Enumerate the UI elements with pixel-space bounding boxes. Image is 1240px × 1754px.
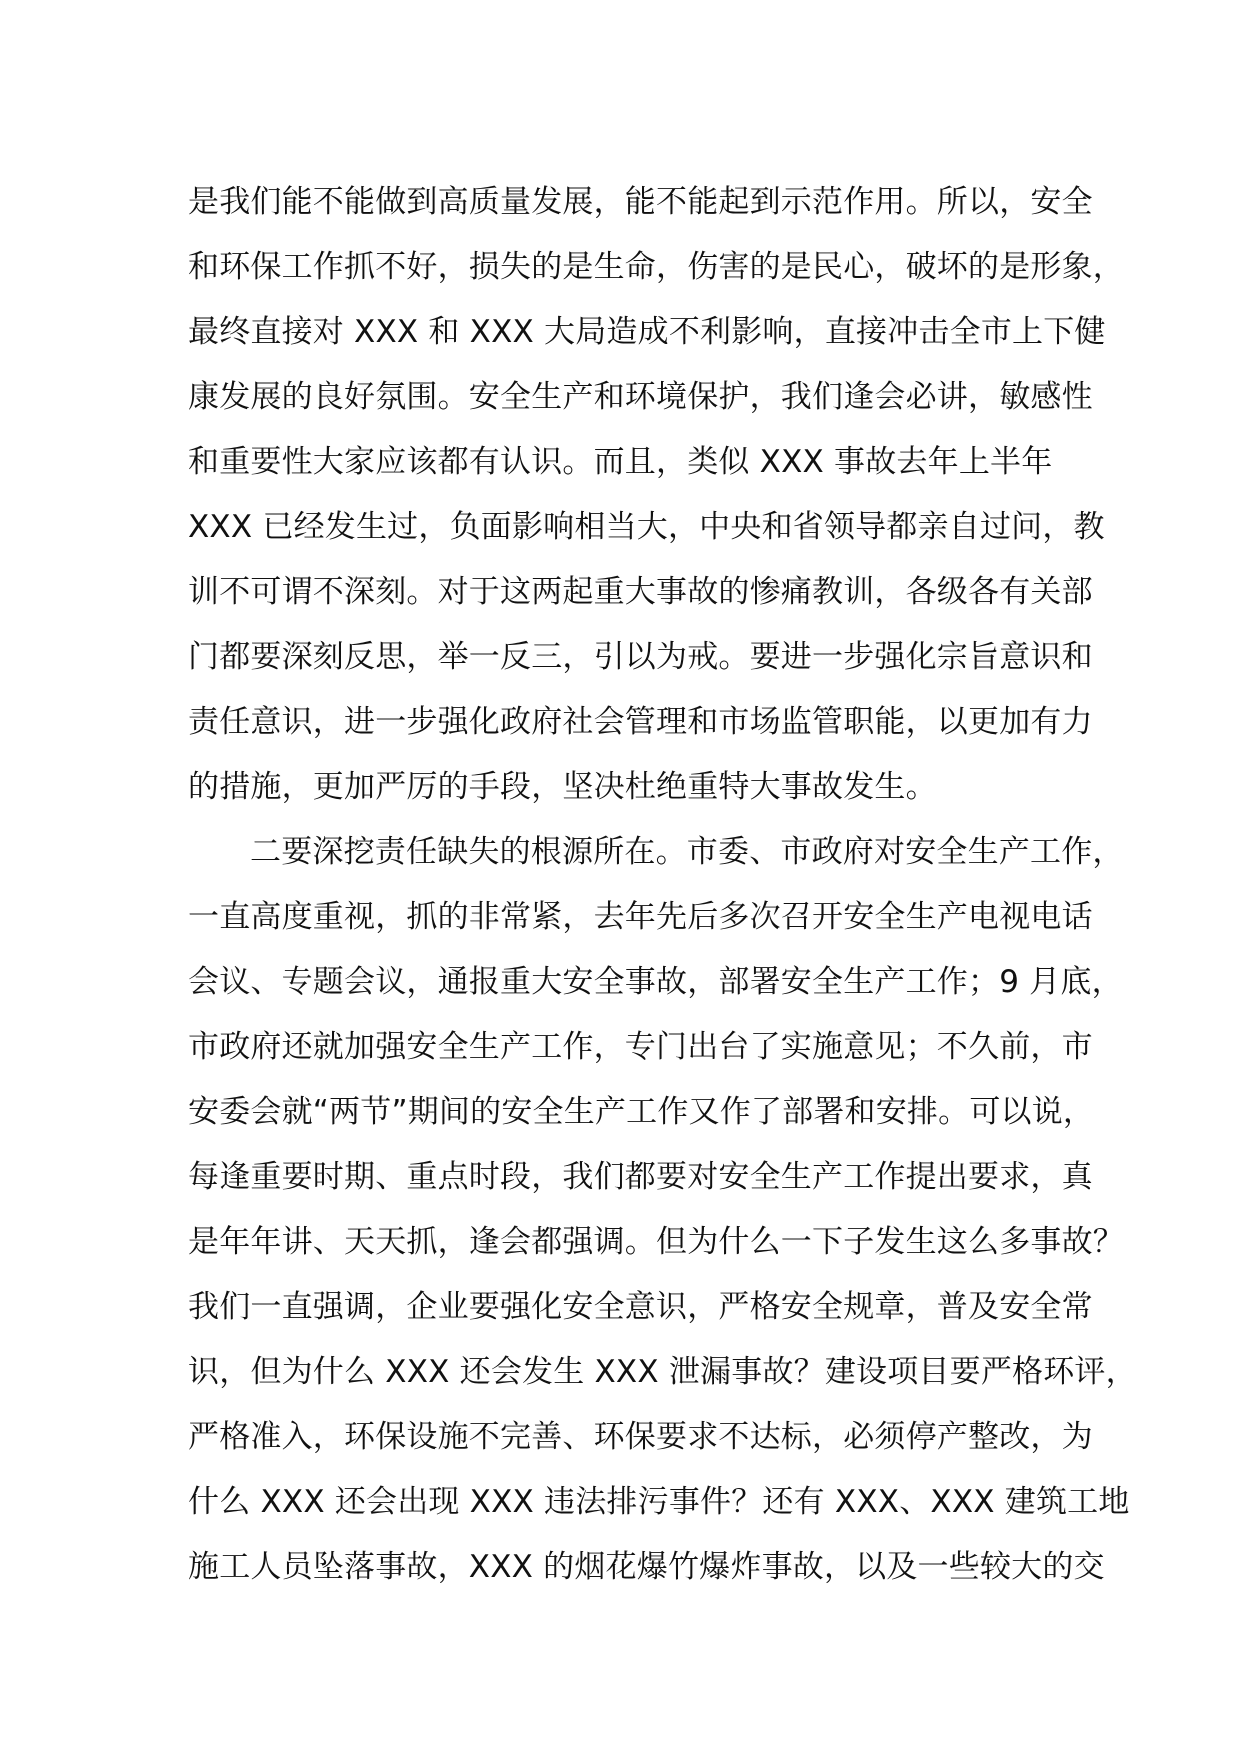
text-line: 的措施，更加严厉的手段，坚决杜绝重特大事故发生。 <box>188 769 937 805</box>
text-line: 什么 XXX 还会出现 XXX 违法排污事件？还有 XXX、XXX 建筑工地 <box>188 1484 1130 1520</box>
text-line: 门都要深刻反思，举一反三，引以为戒。要进一步强化宗旨意识和 <box>188 639 1093 675</box>
paragraph-start-line: 二要深挖责任缺失的根源所在。市委、市政府对安全生产工作， <box>250 834 1124 870</box>
text-line: 安委会就“两节”期间的安全生产工作又作了部署和安排。可以说， <box>188 1094 1095 1130</box>
text-line: 市政府还就加强安全生产工作，专门出台了实施意见；不久前，市 <box>188 1029 1093 1065</box>
text-line: 和重要性大家应该都有认识。而且，类似 XXX 事故去年上半年 <box>188 444 1053 480</box>
text-line: 施工人员坠落事故，XXX 的烟花爆竹爆炸事故，以及一些较大的交 <box>188 1549 1105 1585</box>
text-line: 和环保工作抓不好，损失的是生命，伤害的是民心，破坏的是形象， <box>188 249 1124 285</box>
text-line: 最终直接对 XXX 和 XXX 大局造成不利影响，直接冲击全市上下健 <box>188 314 1106 350</box>
text-line: 会议、专题会议，通报重大安全事故，部署安全生产工作；9 月底， <box>188 964 1123 1000</box>
text-line: 我们一直强调，企业要强化安全意识，严格安全规章，普及安全常 <box>188 1289 1093 1325</box>
text-line: 一直高度重视，抓的非常紧，去年先后多次召开安全生产电视电话 <box>188 899 1093 935</box>
text-line: 是年年讲、天天抓，逢会都强调。但为什么一下子发生这么多事故？ <box>188 1224 1124 1260</box>
text-line: 严格准入，环保设施不完善、环保要求不达标，必须停产整改，为 <box>188 1419 1093 1455</box>
text-line: 每逢重要时期、重点时段，我们都要对安全生产工作提出要求，真 <box>188 1159 1093 1195</box>
text-line: 是我们能不能做到高质量发展，能不能起到示范作用。所以，安全 <box>188 184 1093 220</box>
text-line: 责任意识，进一步强化政府社会管理和市场监管职能，以更加有力 <box>188 704 1093 740</box>
text-line: 训不可谓不深刻。对于这两起重大事故的惨痛教训，各级各有关部 <box>188 574 1093 610</box>
text-line: 识，但为什么 XXX 还会发生 XXX 泄漏事故？建设项目要严格环评， <box>188 1354 1137 1390</box>
body-text <box>188 170 1137 1600</box>
text-line: 康发展的良好氛围。安全生产和环境保护，我们逢会必讲，敏感性 <box>188 379 1093 415</box>
text-line: XXX 已经发生过，负面影响相当大，中央和省领导都亲自过问，教 <box>188 509 1105 545</box>
